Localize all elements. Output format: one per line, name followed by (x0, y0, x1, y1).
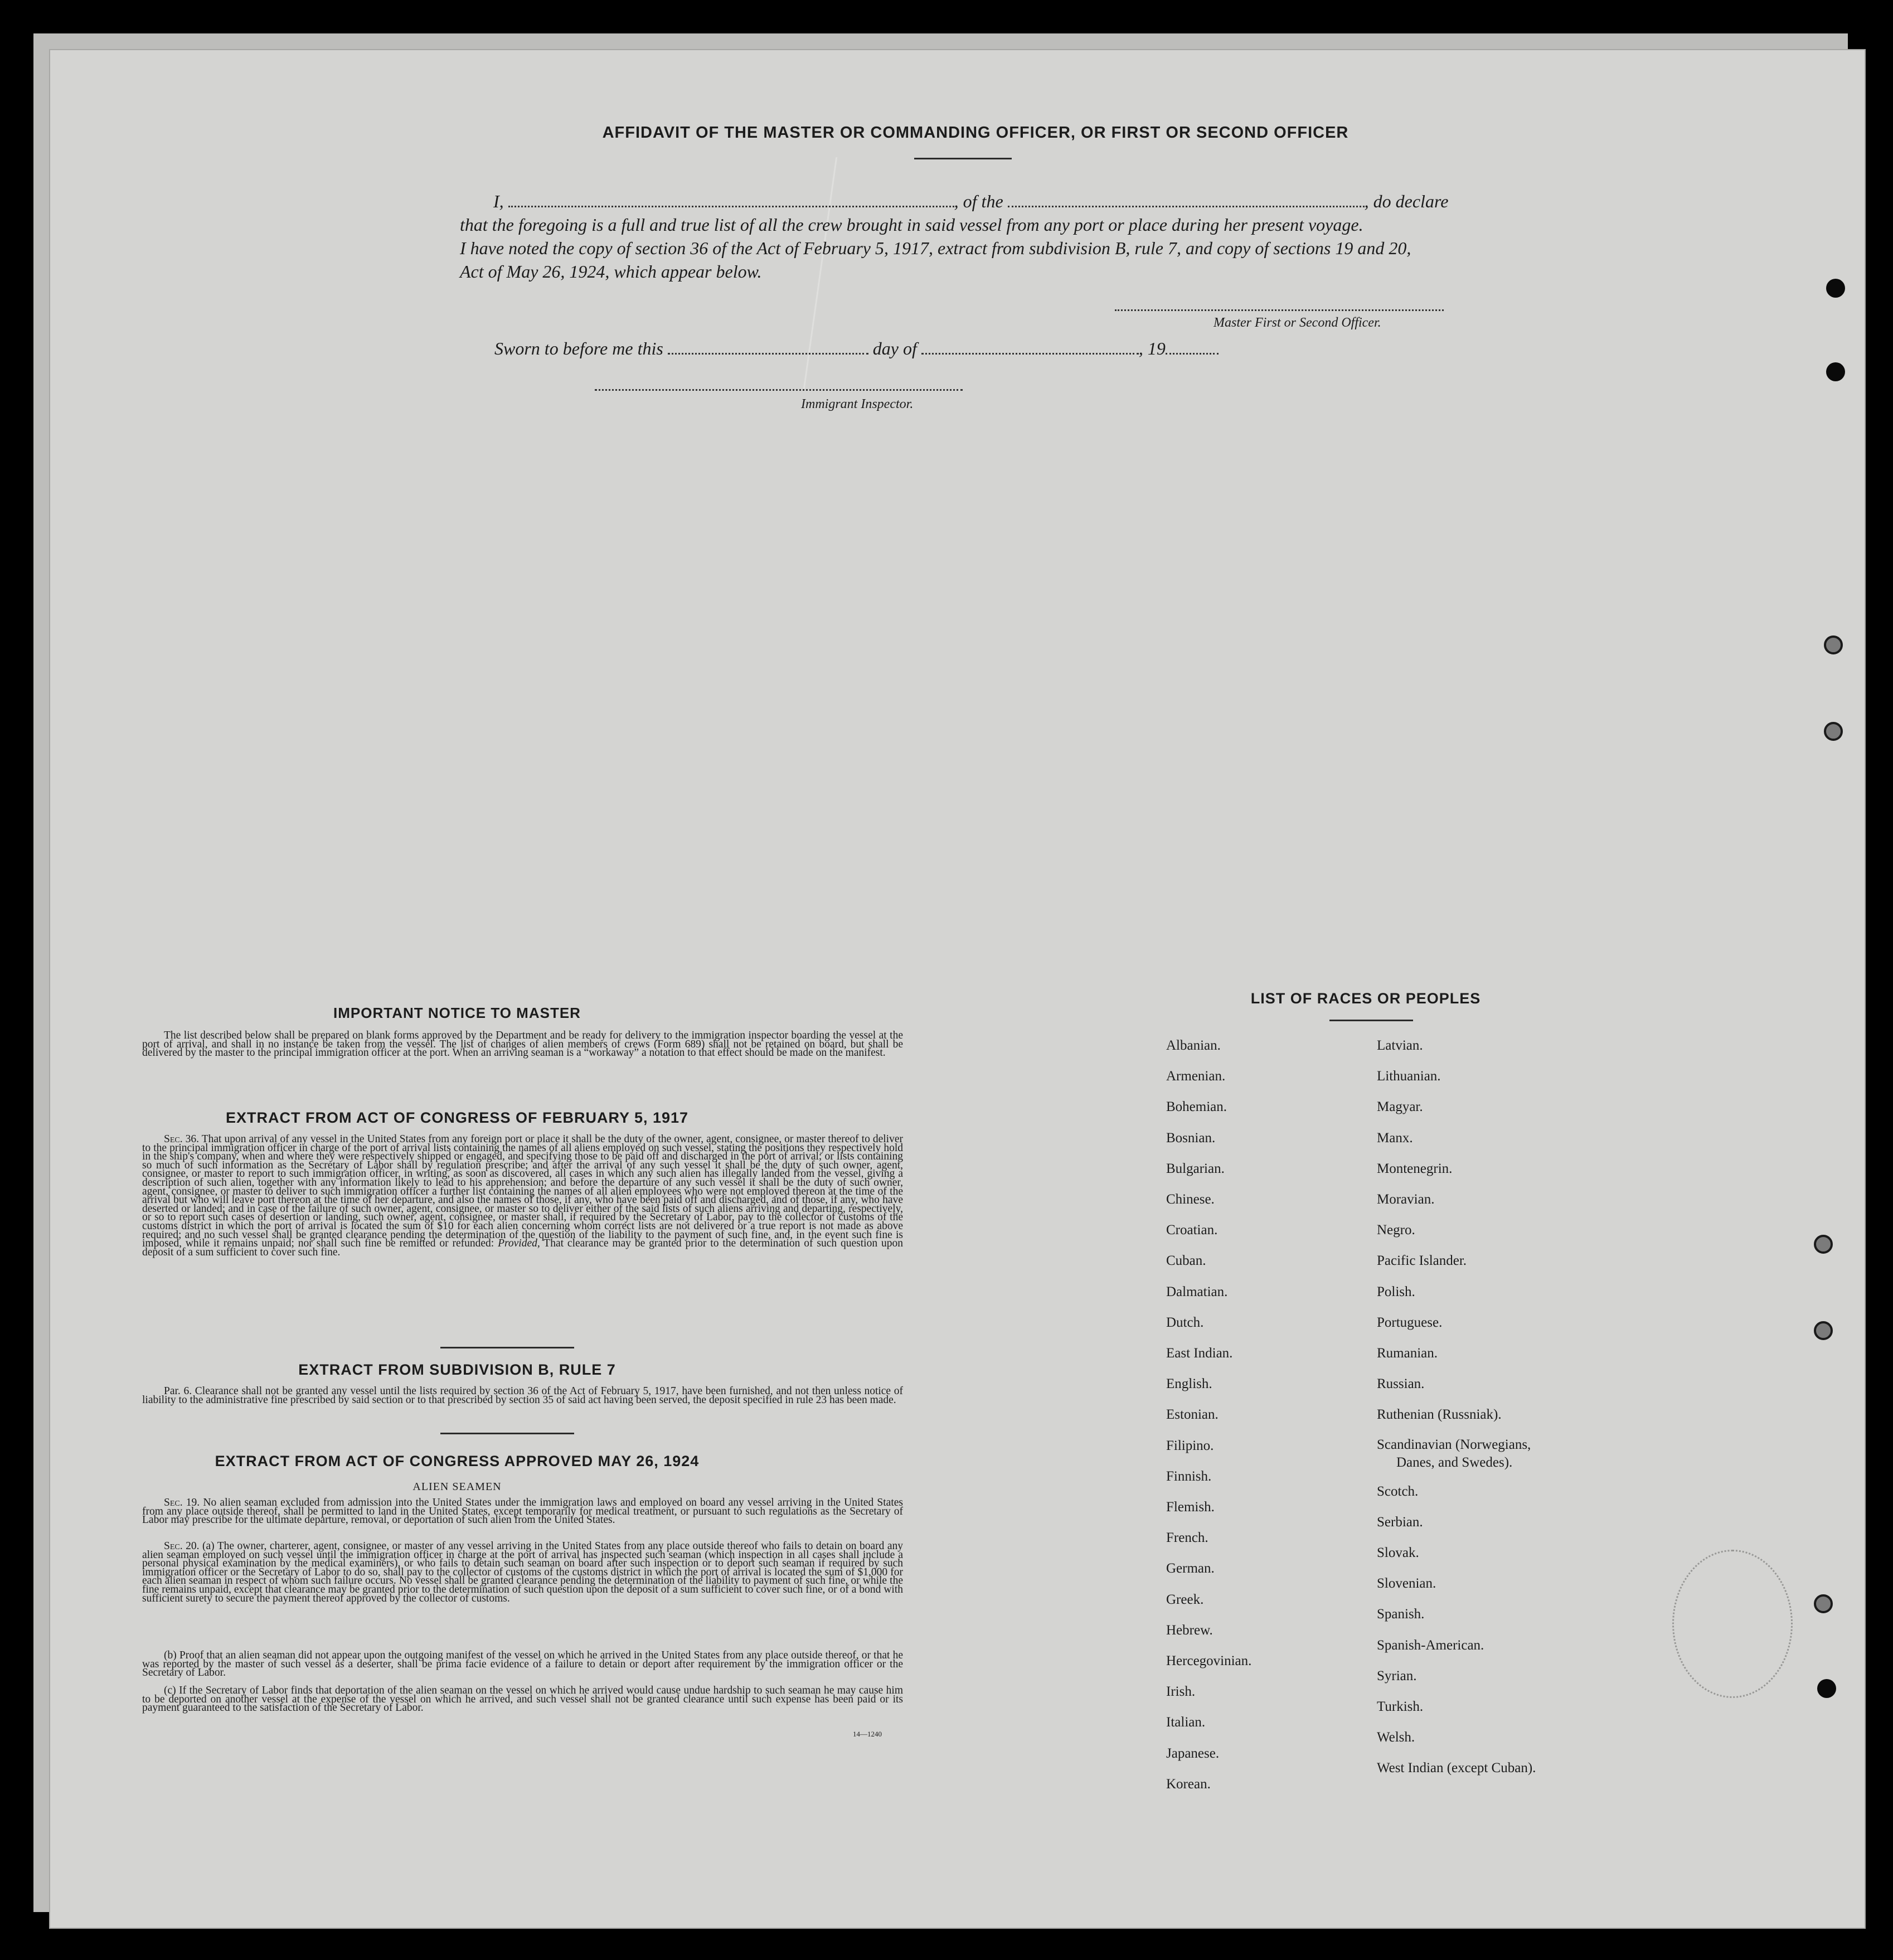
race-item: English. (1166, 1376, 1212, 1392)
race-item: Greek. (1166, 1592, 1204, 1607)
race-item: Irish. (1166, 1684, 1196, 1700)
affidavit-line0 (493, 190, 1448, 213)
race-item: Bulgarian. (1166, 1161, 1225, 1176)
race-item: Slovak. (1377, 1545, 1419, 1561)
race-item: Korean. (1166, 1776, 1211, 1792)
race-item: German. (1166, 1561, 1215, 1576)
year-prefix: , 19 (1138, 338, 1166, 358)
master-signature-line[interactable] (1115, 309, 1444, 311)
race-item: Japanese. (1166, 1745, 1220, 1761)
race-item: Polish. (1377, 1284, 1415, 1299)
race-item: French. (1166, 1530, 1208, 1546)
race-item: Bohemian. (1166, 1099, 1227, 1115)
binder-hole (1814, 1594, 1833, 1613)
race-item: Albanian. (1166, 1038, 1221, 1053)
sec20-label: Sec. 20. (164, 1540, 200, 1552)
race-item: Lithuanian. (1377, 1069, 1441, 1084)
affidavit-title: AFFIDAVIT OF THE MASTER OR COMMANDING OFFICER, OR FIRST OR SECOND OFFICER (602, 124, 1349, 142)
act1917-title: EXTRACT FROM ACT OF CONGRESS OF FEBRUARY 5, 1917 (225, 1109, 689, 1126)
race-item: East Indian. (1166, 1346, 1233, 1361)
of-the-label: , of the (954, 191, 1003, 211)
form-page (49, 49, 1866, 1929)
race-item: Serbian. (1377, 1514, 1423, 1530)
faint-stamp (1672, 1550, 1793, 1698)
race-item: Hebrew. (1166, 1622, 1213, 1638)
race-item: Filipino. (1166, 1438, 1214, 1453)
race-item: Welsh. (1377, 1730, 1415, 1745)
race-item: Turkish. (1377, 1699, 1424, 1715)
race-item: Finnish. (1166, 1468, 1212, 1484)
races-title-rule (1329, 1020, 1413, 1021)
sec20a-text: (a) The owner, charterer, agent, consignee, or master of any vessel arriving in the United States from any place outside thereof who fails to detain on board any alien seaman employed on such vessel until the immigration officer in charge at the port of arrival has inspected such seaman (which inspection in all cases shall include a personal physical examination by the medical examiners), or who fails to detain such seaman on board after such inspection or to deport such seaman if required by such immigration officer or the Secretary of Labor to do so, shall pay to the collector of customs of the customs district in which the port of arrival is located the sum of $1,000 for each alien seaman in respect of whom such failure occurs. No vessel shall be granted clearance pending the determination of the liability to payment of such fine, or while the fine remains unpaid, except that clearance may be granted prior to the determination of such question upon the deposit of a sum sufficient to cover such fine, or of a bond with sufficient surety to secure the payment thereof approved by the collector of customs. (142, 1540, 903, 1604)
sec19-label: Sec. 19. (164, 1497, 200, 1508)
race-item: Portuguese. (1377, 1314, 1443, 1330)
sec19-text: No alien seaman excluded from admission into the United States under the immigration laws and employed on board any vessel arriving in the United States from any place outside thereof, shall be permitted to land in the United States, except temporarily for medical treatment, or pursuant to such regulations as the Secretary of Labor may prescribe for the ultimate departure, removal, or deportation of such alien from the United States. (142, 1497, 903, 1526)
races-right-column (1377, 1030, 1536, 1784)
affidavit-line2: I have noted the copy of section 36 of the Act of February 5, 1917, extract from subdivision B, rule 7, and copy of sections 19 and 20, (460, 238, 1411, 258)
binder-hole (1826, 279, 1845, 298)
inspector-signature-label: Immigrant Inspector. (801, 397, 914, 411)
race-item: Bosnian. (1166, 1130, 1216, 1146)
master-signature-label: Master First or Second Officer. (1214, 316, 1381, 330)
rule7-title: EXTRACT FROM SUBDIVISION B, RULE 7 (298, 1361, 616, 1378)
race-item: Dalmatian. (1166, 1284, 1228, 1299)
day-of-label: day of (872, 338, 917, 358)
affidavit-line1: that the foregoing is a full and true list of all the crew brought in said vessel from any port or place during her present voyage. (460, 215, 1363, 235)
notice-title: IMPORTANT NOTICE TO MASTER (333, 1005, 581, 1021)
binder-hole (1824, 722, 1843, 741)
race-item: Dutch. (1166, 1314, 1204, 1330)
race-item: Moravian. (1377, 1192, 1435, 1207)
i-label: I, (493, 191, 504, 211)
race-item: Spanish-American. (1377, 1637, 1484, 1653)
rule7-text: Par. 6. Clearance shall not be granted any vessel until the lists required by section 36 of the Act of February 5, 1917, have been furnished, and not then unless notice of liability to the administrative fine prescribed by said section or to that prescribed by section 35 of said act having been served, the deposit specified in rule 23 has been made. (142, 1385, 903, 1406)
race-item: West Indian (except Cuban). (1377, 1760, 1536, 1776)
race-item: Magyar. (1377, 1099, 1423, 1115)
race-item: Manx. (1377, 1130, 1413, 1146)
act1917-sec: Sec. 36. (164, 1133, 200, 1145)
race-item: Scandinavian (Norwegians, (1377, 1437, 1531, 1452)
race-item: Montenegrin. (1377, 1161, 1453, 1176)
race-item: Cuban. (1166, 1253, 1206, 1269)
race-item: Estonian. (1166, 1407, 1219, 1423)
race-item: Ruthenian (Russniak). (1377, 1407, 1502, 1423)
race-item: Danes, and Swedes). (1396, 1454, 1513, 1470)
affidavit-line3: Act of May 26, 1924, which appear below. (460, 261, 762, 282)
act1917-text (142, 1135, 903, 1256)
do-declare-label: , do declare (1364, 191, 1449, 211)
race-item: Spanish. (1377, 1607, 1425, 1622)
binder-hole (1814, 1321, 1833, 1340)
race-item: Rumanian. (1377, 1346, 1438, 1361)
affidavit-title-rule (914, 158, 1012, 159)
vessel-blank[interactable] (1008, 200, 1365, 207)
sworn-month-blank[interactable] (921, 347, 1139, 355)
race-item: Negro. (1377, 1222, 1415, 1238)
form-code: 14—1240 (853, 1730, 882, 1738)
binder-hole (1824, 635, 1843, 654)
act1924-sec20c: (c) If the Secretary of Labor finds that deportation of the alien seaman on the vessel on which he arrived would cause undue hardship to such seaman he may cause him to be deported on another vessel at the expense of the vessel on which he arrived, and such vessel shall not be granted clearance until such expense has been paid or its payment guaranteed to the satisfaction of the Secretary of Labor. (142, 1685, 903, 1714)
sworn-line (494, 337, 1219, 360)
notice-text: The list described below shall be prepared on blank forms approved by the Department and be ready for delivery to the immigration inspector boarding the vessel at the port of arrival, and shall in no instance be taken from the vessel. The list of changes of alien members of crews (Form 689) shall not be retained on board, but shall be delivered by the master to the principal immigration officer at the port. When an arriving seaman is a “workaway” a notation to that effect should be made on the manifest. (142, 1030, 903, 1059)
race-item: Italian. (1166, 1715, 1206, 1730)
race-item: Slovenian. (1377, 1576, 1436, 1592)
race-item: Hercegovinian. (1166, 1653, 1252, 1669)
race-item: Pacific Islander. (1377, 1253, 1467, 1269)
races-title: LIST OF RACES OR PEOPLES (1250, 990, 1481, 1007)
race-item: Croatian. (1166, 1222, 1218, 1238)
act1924-sec20b: (b) Proof that an alien seaman did not appear upon the outgoing manifest of the vessel on which he arrived in the United States from any place outside thereof, or that he was reported by the master of such vessel as a deserter, shall be prima facie evidence of a failure to detain or deport after requirement by the immigration officer or the Secretary of Labor. (142, 1649, 903, 1679)
race-item: Flemish. (1166, 1500, 1215, 1515)
race-item: Chinese. (1166, 1192, 1215, 1207)
inspector-signature-line[interactable] (595, 389, 963, 391)
sworn-year-blank[interactable] (1166, 347, 1219, 355)
binder-hole (1814, 1235, 1833, 1254)
act1917-end-rule (440, 1347, 574, 1348)
act1924-title: EXTRACT FROM ACT OF CONGRESS APPROVED MAY 26, 1924 (215, 1453, 700, 1469)
act1917-body-end: That clearance may be granted prior to the determination of such question upon deposit of a sum sufficient to cover such fine. (142, 1238, 903, 1258)
rule7-end-rule (440, 1433, 574, 1434)
act1924-subtitle: ALIEN SEAMEN (412, 1481, 502, 1493)
race-item: Russian. (1377, 1376, 1425, 1392)
race-item: Latvian. (1377, 1038, 1423, 1053)
act1924-sec19 (142, 1498, 903, 1525)
name-blank[interactable] (508, 200, 954, 207)
binder-hole (1817, 1679, 1836, 1698)
race-item: Armenian. (1166, 1069, 1226, 1084)
sworn-label: Sworn to before me this (494, 338, 663, 358)
races-left-column (1166, 1030, 1251, 1799)
act1917-body: That upon arrival of any vessel in the United States from any foreign port or place it shall be the duty of the owner, agent, consignee, or master thereof to deliver to the principal immigration officer in charge of the port of arrival lists containing the names of all aliens employed on such vessel, stating the positions they respectively hold in the ship's company, when and where they were respectively shipped or engaged, and specifying those to be paid off and discharged in the port of arrival; or lists containing so much of such information as the Secretary of Labor shall by regulation prescribe; and after the arrival of any such vessel it shall be the duty of such owner, agent, consignee, or master to report to such immigration officer, in writing, as soon as discovered, all cases in which any such alien has illegally landed from the vessel, giving a description of such alien, together with any information likely to lead to his apprehension; and before the departure of any such vessel it shall be the duty of such owner, agent, consignee, or master to deliver to such immigration officer a further list containing the names of all alien employees who were not employed thereon at the time of the arrival but who will leave port thereon at the time of her departure, and also the names of those, if any, who have been paid off and discharged, and of those, if any, who have deserted or landed; and in case of the failure of such owner, agent, consignee, or master so to deliver either of the said lists of such aliens arriving and departing, respectively, or so to report such cases of desertion or landing, such owner, agent, consignee, or master shall, if required by the Secretary of Labor, pay to the collector of customs of the customs district in which the port of arrival is located the sum of $10 for each alien concerning whom correct lists are not delivered or a true report is not made as above required; and no such vessel shall be granted clearance pending the determination of the question of the liability to the payment of such fine, and, in the event such fine is imposed, while it remains unpaid; nor shall such fine be remitted or refunded: (142, 1133, 903, 1250)
act1917-provided: Provided, (498, 1238, 540, 1250)
sworn-day-blank[interactable] (668, 347, 868, 355)
race-item: Scotch. (1377, 1483, 1419, 1499)
act1924-sec20a (142, 1542, 903, 1603)
binder-hole (1826, 362, 1845, 381)
race-item: Syrian. (1377, 1668, 1417, 1684)
